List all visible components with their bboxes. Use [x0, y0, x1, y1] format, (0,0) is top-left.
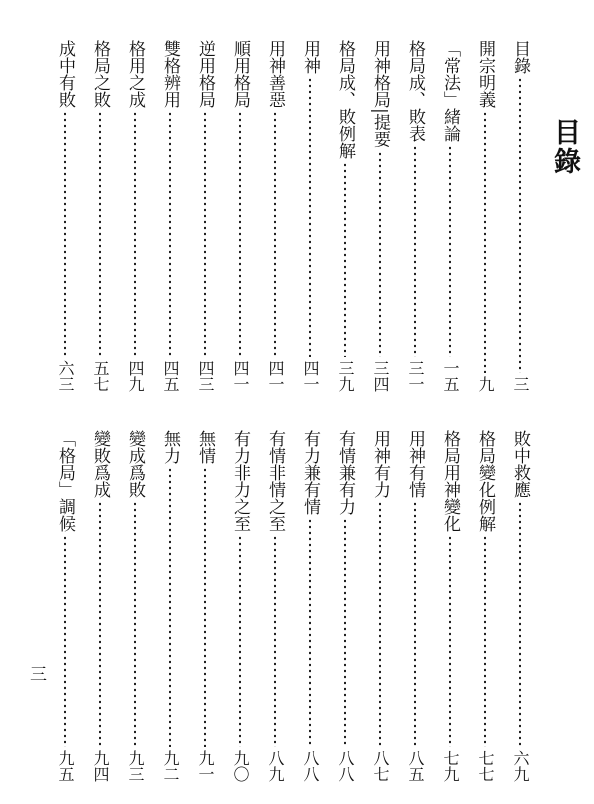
entry-label: 用神格局|提要 — [370, 40, 390, 148]
entry-page-number: 七九 — [441, 750, 460, 782]
entry-page-number: 七七 — [476, 750, 495, 782]
dot-leader — [64, 111, 66, 357]
entry-page-number: 九四 — [91, 750, 110, 782]
entry-label: 格局之敗 — [90, 40, 110, 108]
dot-leader — [309, 77, 311, 357]
toc-entry — [403, 430, 427, 782]
toc-entry — [158, 430, 182, 782]
entry-page-number: 三九 — [336, 360, 355, 392]
toc-entry — [473, 430, 497, 782]
dot-leader — [64, 535, 66, 747]
toc-entry — [88, 40, 112, 392]
entry-label: 目錄 — [510, 40, 530, 74]
entry-label: 用神 — [300, 40, 320, 74]
toc-entry — [88, 430, 112, 782]
dot-leader — [274, 111, 276, 357]
entry-label: 「常法」緒論 — [440, 40, 460, 142]
entry-label: 逆用格局 — [195, 40, 215, 108]
entry-page-number: 五七 — [91, 360, 110, 392]
toc-entry — [263, 430, 287, 782]
dot-leader — [519, 77, 521, 373]
toc-entry — [333, 40, 357, 392]
toc-entry — [403, 40, 427, 392]
toc-entry — [298, 40, 322, 392]
entry-page-number: 九五 — [56, 750, 75, 782]
entry-label: 無情 — [195, 430, 215, 464]
entry-label: 有情非情之至 — [265, 430, 285, 532]
toc-entry — [333, 430, 357, 782]
entry-label: 開宗明義 — [475, 40, 495, 108]
entry-page-number: 四三 — [196, 360, 215, 392]
toc-entry — [158, 40, 182, 392]
entry-page-number: 三一 — [406, 360, 425, 392]
entry-page-number: 九〇 — [231, 750, 250, 782]
entry-page-number: 四一 — [231, 360, 250, 392]
toc-entry — [228, 430, 252, 782]
entry-page-number: 四九 — [126, 360, 145, 392]
entry-label: 變成爲敗 — [125, 430, 145, 498]
toc-entry — [193, 430, 217, 782]
entry-page-number: 九二 — [161, 750, 180, 782]
entry-label: 「格局」調候 — [55, 430, 75, 532]
entry-label: 用神有情 — [405, 430, 425, 498]
dot-leader — [204, 111, 206, 357]
dot-leader — [484, 535, 486, 747]
entry-label: 有情兼有力 — [335, 430, 355, 515]
entry-label: 有力兼有情 — [300, 430, 320, 515]
entry-label: 有力非力之至 — [230, 430, 250, 532]
entry-label: 敗中救應 — [510, 430, 530, 498]
dot-leader — [134, 501, 136, 747]
toc-entry — [368, 40, 392, 392]
toc-entry — [298, 430, 322, 782]
entry-page-number: 三 — [511, 376, 530, 392]
entry-label: 順用格局 — [230, 40, 250, 108]
entry-page-number: 八八 — [336, 750, 355, 782]
dot-leader — [519, 501, 521, 747]
entry-label: 無力 — [160, 430, 180, 464]
dot-leader — [449, 145, 451, 357]
dot-leader — [169, 111, 171, 357]
dot-leader — [484, 111, 486, 373]
dot-leader — [239, 535, 241, 747]
dot-leader — [379, 501, 381, 747]
page-folio-number: 三 — [26, 665, 46, 682]
toc-entry — [508, 40, 532, 392]
entry-page-number: 一五 — [441, 360, 460, 392]
dot-leader — [99, 111, 101, 357]
dot-leader — [309, 518, 311, 747]
dot-leader — [99, 501, 101, 747]
entry-page-number: 三四 — [371, 360, 390, 392]
toc-entry — [193, 40, 217, 392]
dot-leader — [274, 535, 276, 747]
dot-leader — [239, 111, 241, 357]
entry-label: 成中有敗 — [55, 40, 75, 108]
entry-page-number: 八八 — [301, 750, 320, 782]
dot-leader — [379, 151, 381, 357]
entry-page-number: 八五 — [406, 750, 425, 782]
dot-leader — [344, 518, 346, 747]
entry-page-number: 九一 — [196, 750, 215, 782]
entry-page-number: 九三 — [126, 750, 145, 782]
entry-page-number: 八七 — [371, 750, 390, 782]
toc-entry — [438, 40, 462, 392]
dot-leader — [344, 162, 346, 357]
dot-leader — [449, 535, 451, 747]
toc-entry — [473, 40, 497, 392]
dot-leader — [169, 467, 171, 747]
toc-entry — [368, 430, 392, 782]
entry-label: 格局成、敗表 — [405, 40, 425, 142]
toc-entry — [508, 430, 532, 782]
toc-entry — [438, 430, 462, 782]
dot-leader — [134, 111, 136, 357]
entry-label: 格用之成 — [125, 40, 145, 108]
entry-page-number: 六三 — [56, 360, 75, 392]
entry-label: 雙格辨用 — [160, 40, 180, 108]
entry-page-number: 九 — [476, 376, 495, 392]
toc-entry — [123, 40, 147, 392]
dot-leader — [414, 145, 416, 357]
entry-page-number: 六九 — [511, 750, 530, 782]
toc-title: 目錄 — [549, 118, 580, 176]
entry-label: 格局變化例解 — [475, 430, 495, 532]
dot-leader — [414, 501, 416, 747]
dot-leader — [204, 467, 206, 747]
entry-label: 變敗爲成 — [90, 430, 110, 498]
toc-entry — [263, 40, 287, 392]
entry-page-number: 四一 — [301, 360, 320, 392]
toc-entry — [123, 430, 147, 782]
entry-label: 用神善惡 — [265, 40, 285, 108]
toc-entry — [53, 430, 77, 782]
toc-entry — [228, 40, 252, 392]
entry-label: 格局成、敗例解 — [335, 40, 355, 159]
entry-label: 格局用神變化 — [440, 430, 460, 532]
toc-entry — [53, 40, 77, 392]
entry-page-number: 四一 — [266, 360, 285, 392]
entry-label: 用神有力 — [370, 430, 390, 498]
entry-page-number: 四五 — [161, 360, 180, 392]
entry-page-number: 八九 — [266, 750, 285, 782]
